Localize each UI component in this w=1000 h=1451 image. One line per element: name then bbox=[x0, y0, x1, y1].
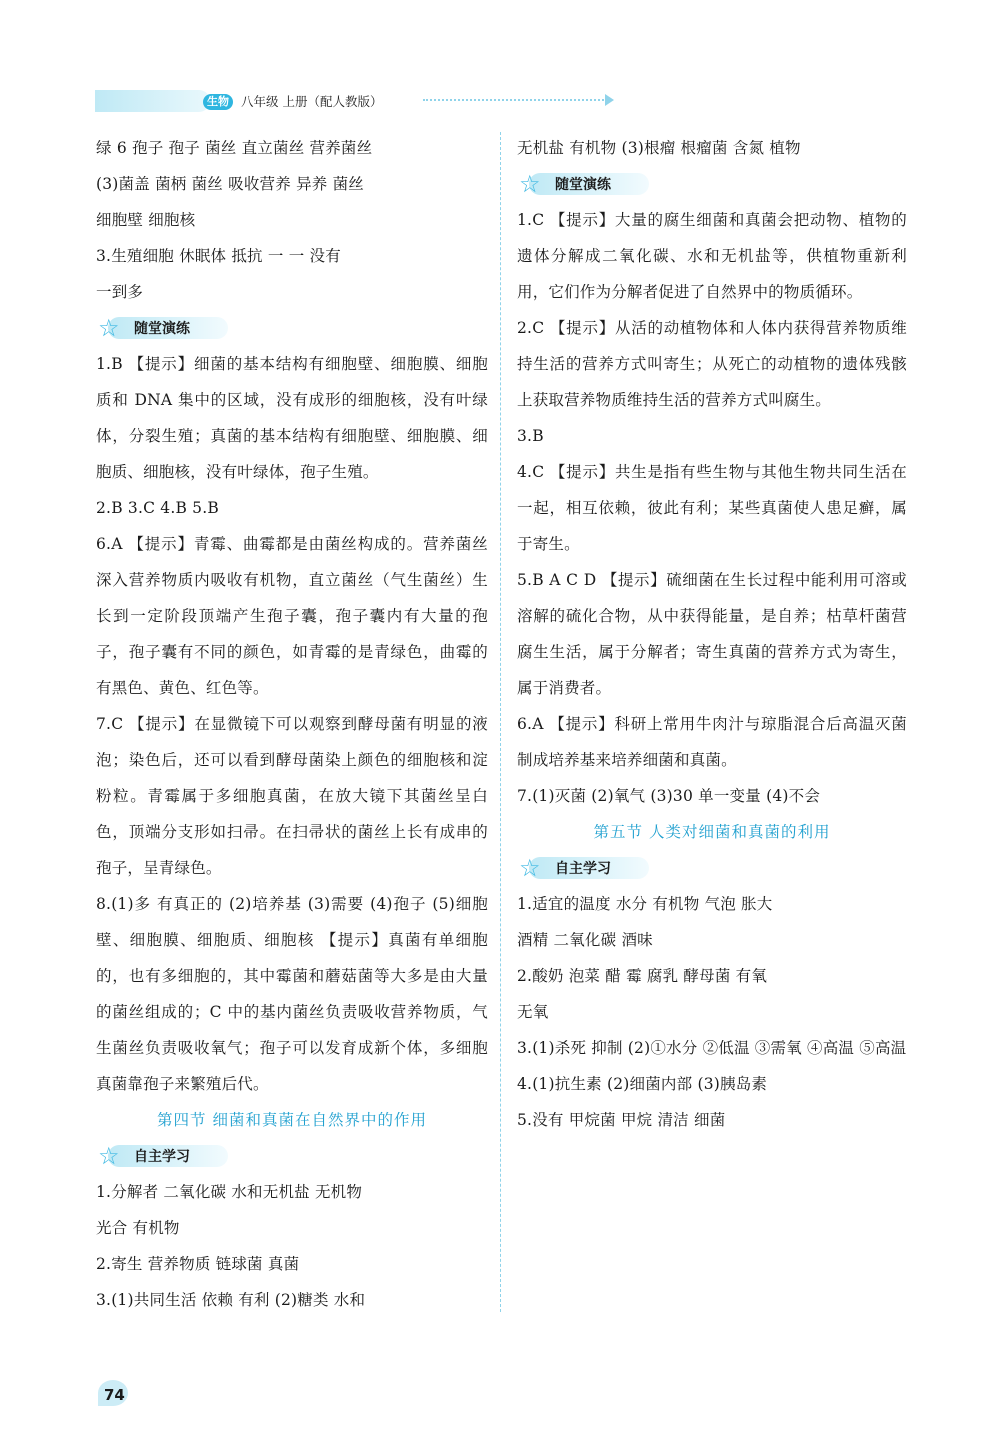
answer-paragraph: 3.(1)共同生活 依赖 有利 (2)糖类 水和 bbox=[96, 1291, 366, 1309]
answer-paragraph: 一到多 bbox=[96, 283, 144, 301]
header-title: 八年级 上册（配人教版） bbox=[241, 94, 383, 109]
section-label bbox=[98, 314, 488, 342]
subject-badge: 生物 bbox=[203, 94, 233, 110]
answer-paragraph: 1.适宜的温度 水分 有机物 气泡 胀大 bbox=[517, 895, 773, 913]
answer-paragraph: 细胞壁 细胞核 bbox=[96, 211, 196, 229]
answer-paragraph: 光合 有机物 bbox=[96, 1219, 180, 1237]
answer-paragraph: 酒精 二氧化碳 酒味 bbox=[517, 931, 653, 949]
answer-paragraph: 绿 6 孢子 孢子 菌丝 直立菌丝 营养菌丝 bbox=[96, 139, 373, 157]
arrow-icon bbox=[605, 94, 614, 106]
answer-paragraph: 4.C 【提示】共生是指有些生物与其他生物共同生活在一起，相互依赖，彼此有利；某些真菌使人患足癣，属于寄生。 bbox=[517, 463, 907, 553]
answer-paragraph: 1.B 【提示】细菌的基本结构有细胞壁、细胞膜、细胞质和 DNA 集中的区域，没有成形的细胞核，没有叶绿体，分裂生殖；真菌的基本结构有细胞壁、细胞膜、细胞质、细胞核，没有叶绿体，孢子生殖。 bbox=[96, 355, 488, 481]
column-divider bbox=[500, 132, 501, 1312]
left-column bbox=[96, 130, 488, 1318]
answer-paragraph: 2.C 【提示】从活的动植物体和人体内获得营养物质维持生活的营养方式叫寄生；从死亡的动植物的遗体残骸上获取营养物质维持生活的营养方式叫腐生。 bbox=[517, 319, 907, 409]
page-header bbox=[95, 86, 635, 122]
answer-paragraph: 3.B bbox=[517, 427, 544, 445]
answer-paragraph: 6.A 【提示】科研上常用牛肉汁与琼脂混合后高温灭菌制成培养基来培养细菌和真菌。 bbox=[517, 715, 907, 769]
answer-paragraph: 5.没有 甲烷菌 甲烷 清洁 细菌 bbox=[517, 1111, 726, 1129]
star-icon: ☆ bbox=[98, 1142, 120, 1170]
answer-paragraph: 2.B 3.C 4.B 5.B bbox=[96, 499, 219, 517]
section-label bbox=[519, 170, 907, 198]
answer-paragraph: 1.分解者 二氧化碳 水和无机盐 无机物 bbox=[96, 1183, 363, 1201]
page-number: 74 bbox=[104, 1386, 125, 1404]
section-label-text: 随堂演练 bbox=[134, 321, 190, 337]
section-label-text: 随堂演练 bbox=[555, 177, 611, 193]
section-label-text: 自主学习 bbox=[555, 861, 611, 877]
answer-paragraph: 4.(1)抗生素 (2)细菌内部 (3)胰岛素 bbox=[517, 1075, 768, 1093]
page-number-badge bbox=[96, 1380, 140, 1410]
answer-paragraph: 3.(1)杀死 抑制 (2)①水分 ②低温 ③需氧 ④高温 ⑤高温 bbox=[517, 1039, 907, 1057]
answer-paragraph: 6.A 【提示】青霉、曲霉都是由菌丝构成的。营养菌丝深入营养物质内吸收有机物，直立菌丝（气生菌丝）生长到一定阶段顶端产生孢子囊，孢子囊内有大量的孢子，孢子囊有不同的颜色，如青霉的是青绿色，曲霉的有黑色、黄色、红色等。 bbox=[96, 535, 488, 697]
header-dotted-line bbox=[423, 99, 608, 101]
answer-paragraph: 7.(1)灭菌 (2)氧气 (3)30 单一变量 (4)不会 bbox=[517, 787, 821, 805]
section-title: 第五节 人类对细菌和真菌的利用 bbox=[593, 823, 831, 841]
answer-paragraph: (3)菌盖 菌柄 菌丝 吸收营养 异养 菌丝 bbox=[96, 175, 364, 193]
star-icon: ☆ bbox=[519, 170, 541, 198]
answer-paragraph: 3.生殖细胞 休眠体 抵抗 一 一 没有 bbox=[96, 247, 341, 265]
answer-paragraph: 无机盐 有机物 (3)根瘤 根瘤菌 含氮 植物 bbox=[517, 139, 801, 157]
answer-paragraph: 5.B A C D 【提示】硫细菌在生长过程中能利用可溶或溶解的硫化合物，从中获得能量，是自养；枯草杆菌营腐生生活，属于分解者；寄生真菌的营养方式为寄生，属于消费者。 bbox=[517, 571, 907, 697]
section-title: 第四节 细菌和真菌在自然界中的作用 bbox=[157, 1111, 427, 1129]
section-label bbox=[519, 854, 907, 882]
right-column bbox=[517, 130, 907, 1138]
star-icon: ☆ bbox=[519, 854, 541, 882]
answer-paragraph: 无氧 bbox=[517, 1003, 549, 1021]
answer-paragraph: 1.C 【提示】大量的腐生细菌和真菌会把动物、植物的遗体分解成二氧化碳、水和无机盐等，供植物重新利用，它们作为分解者促进了自然界中的物质循环。 bbox=[517, 211, 907, 301]
section-label bbox=[98, 1142, 488, 1170]
answer-paragraph: 2.寄生 营养物质 链球菌 真菌 bbox=[96, 1255, 300, 1273]
answer-paragraph: 2.酸奶 泡菜 醋 霉 腐乳 酵母菌 有氧 bbox=[517, 967, 768, 985]
star-icon: ☆ bbox=[98, 314, 120, 342]
answer-paragraph: 8.(1)多 有真正的 (2)培养基 (3)需要 (4)孢子 (5)细胞壁、细胞膜、细胞质、细胞核 【提示】真菌有单细胞的，也有多细胞的，其中霉菌和蘑菇菌等大多是由大量的菌丝组成的；C 中的基内菌丝负责吸收营养物质，气生菌丝负责吸收氧气；孢子可以发育成新个体，多细胞真菌靠孢子来繁殖后代。 bbox=[96, 895, 488, 1093]
header-band bbox=[95, 90, 210, 112]
section-label-text: 自主学习 bbox=[134, 1149, 190, 1165]
answer-paragraph: 7.C 【提示】在显微镜下可以观察到酵母菌有明显的液泡；染色后，还可以看到酵母菌染上颜色的细胞核和淀粉粒。青霉属于多细胞真菌，在放大镜下其菌丝呈白色，顶端分支形如扫帚。在扫帚状的菌丝上长有成串的孢子，呈青绿色。 bbox=[96, 715, 488, 877]
